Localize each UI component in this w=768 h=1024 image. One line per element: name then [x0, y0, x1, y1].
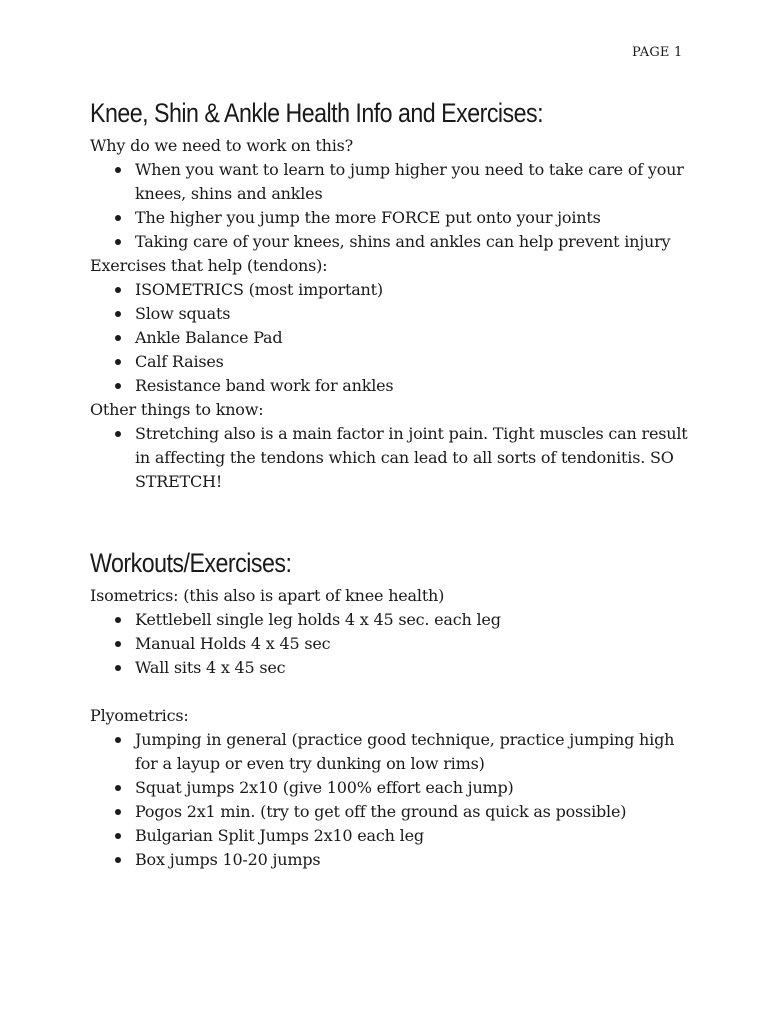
section-title: Knee, Shin & Ankle Health Info and Exercises: — [90, 98, 544, 128]
list-item: Box jumps 10-20 jumps — [90, 848, 690, 872]
bullet-icon — [115, 335, 121, 341]
bullet-icon — [115, 287, 121, 293]
bullet-icon — [115, 359, 121, 365]
list-item: Bulgarian Split Jumps 2x10 each leg — [90, 824, 690, 848]
workouts-section — [90, 546, 690, 872]
bullet-icon — [115, 215, 121, 221]
bullet-icon — [115, 857, 121, 863]
list-item: When you want to learn to jump higher you need to take care of your knees, shins and ankles — [90, 158, 690, 206]
plyometrics-list — [90, 728, 690, 872]
exercises-label: Exercises that help (tendons): — [90, 256, 328, 275]
other-list — [90, 422, 690, 494]
bullet-icon — [115, 665, 121, 671]
isometrics-label: Isometrics: (this also is apart of knee health) — [90, 586, 445, 605]
bullet-icon — [115, 383, 121, 389]
bullet-icon — [115, 785, 121, 791]
bullet-icon — [115, 311, 121, 317]
list-item: The higher you jump the more FORCE put onto your joints — [90, 206, 690, 230]
list-item: Ankle Balance Pad — [90, 326, 690, 350]
bullet-icon — [115, 239, 121, 245]
list-item: Kettlebell single leg holds 4 x 45 sec. each leg — [90, 608, 690, 632]
list-item: Squat jumps 2x10 (give 100% effort each jump) — [90, 776, 690, 800]
other-label: Other things to know: — [90, 400, 264, 419]
bullet-icon — [115, 737, 121, 743]
list-item: Slow squats — [90, 302, 690, 326]
list-item: Resistance band work for ankles — [90, 374, 690, 398]
bullet-icon — [115, 641, 121, 647]
list-item: Manual Holds 4 x 45 sec — [90, 632, 690, 656]
exercises-list — [90, 278, 690, 398]
plyometrics-label: Plyometrics: — [90, 706, 189, 725]
list-item: ISOMETRICS (most important) — [90, 278, 690, 302]
list-item: Taking care of your knees, shins and ankles can help prevent injury — [90, 230, 690, 254]
bullet-icon — [115, 617, 121, 623]
bullet-icon — [115, 833, 121, 839]
knee-health-section — [90, 96, 690, 494]
isometrics-list — [90, 608, 690, 680]
list-item: Pogos 2x1 min. (try to get off the ground as quick as possible) — [90, 800, 690, 824]
list-item: Stretching also is a main factor in joint pain. Tight muscles can result in affecting the tendons which can lead to all sorts of tendonitis. SO STRETCH! — [90, 422, 690, 494]
bullet-icon — [115, 809, 121, 815]
section-title: Workouts/Exercises: — [90, 548, 292, 578]
list-item: Wall sits 4 x 45 sec — [90, 656, 690, 680]
bullet-icon — [115, 167, 121, 173]
page-number: PAGE 1 — [632, 45, 683, 60]
list-item: Calf Raises — [90, 350, 690, 374]
why-list — [90, 158, 690, 254]
why-label: Why do we need to work on this? — [90, 136, 354, 155]
list-item: Jumping in general (practice good technique, practice jumping high for a layup or even try dunking on low rims) — [90, 728, 690, 776]
bullet-icon — [115, 431, 121, 437]
